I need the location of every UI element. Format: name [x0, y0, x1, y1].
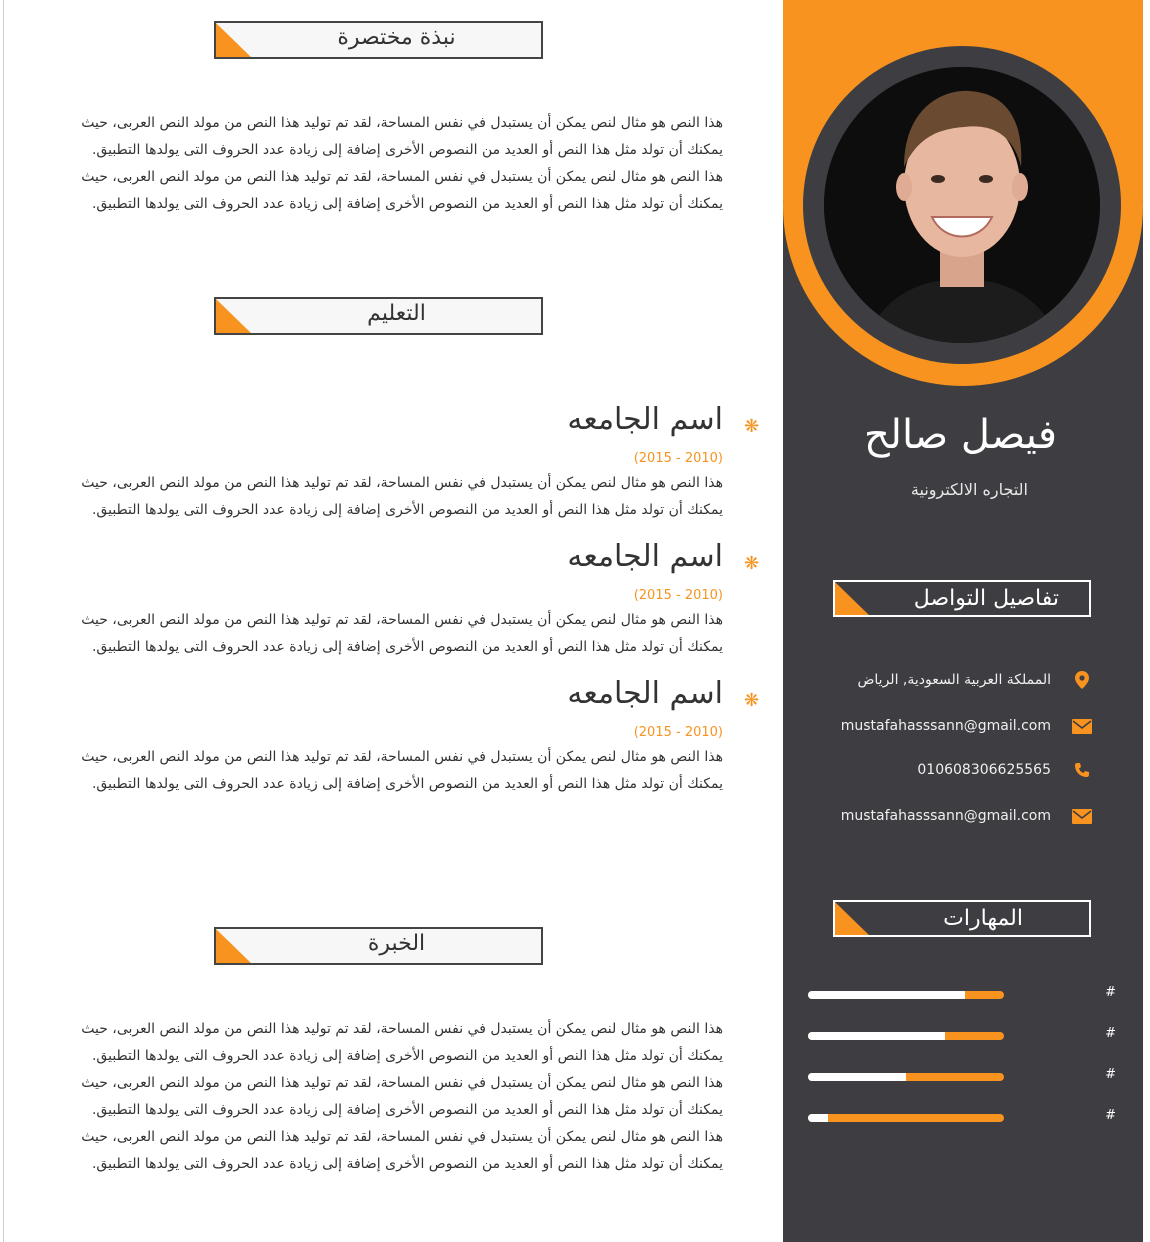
skill-track — [808, 1114, 1004, 1122]
skill-bar-1 — [808, 985, 1143, 1005]
experience-line: هذا النص هو مثال لنص يمكن أن يستبدل في نفس المساحة، لقد تم توليد هذا النص من مولد النص العربى، حيث — [81, 1021, 723, 1037]
education-item-text — [43, 470, 723, 524]
skill-fill — [808, 991, 965, 999]
contact-email-2[interactable] — [841, 804, 1093, 828]
envelope-icon — [1071, 715, 1093, 737]
skill-track — [808, 1073, 1004, 1081]
contact-location-text: المملكة العربية السعودية, الرياض — [857, 672, 1051, 688]
bullet-star-icon: ❋ — [744, 690, 760, 711]
skill-track — [808, 991, 1004, 999]
skill-track — [808, 1032, 1004, 1040]
skill-bar-4 — [808, 1108, 1143, 1128]
skill-label: # — [1105, 1026, 1116, 1041]
education-item-title: اسم الجامعه — [567, 676, 723, 711]
contact-heading — [833, 580, 1091, 617]
experience-line: يمكنك أن تولد مثل هذا النص أو العديد من النصوص الأخرى إضافة إلى زيادة عدد الحروف التى يولدها التطبيق. — [91, 1048, 723, 1064]
contact-location — [857, 668, 1093, 692]
skill-label: # — [1105, 1108, 1116, 1123]
education-item-date: (2015 - 2010) — [633, 725, 723, 740]
skill-label: # — [1105, 1067, 1116, 1082]
education-heading-label: التعليم — [367, 301, 426, 326]
summary-line: يمكنك أن تولد مثل هذا النص أو العديد من النصوص الأخرى إضافة إلى زيادة عدد الحروف التى يولدها التطبيق. — [91, 142, 723, 158]
skill-bar-3 — [808, 1067, 1143, 1087]
experience-line: هذا النص هو مثال لنص يمكن أن يستبدل في نفس المساحة، لقد تم توليد هذا النص من مولد النص العربى، حيث — [81, 1075, 723, 1091]
skill-bar-2 — [808, 1026, 1143, 1046]
sidebar — [783, 0, 1143, 1242]
contact-email-1-text[interactable]: mustafahasssann@gmail.com — [840, 718, 1051, 734]
skills-heading-label: المهارات — [943, 906, 1023, 931]
education-line: هذا النص هو مثال لنص يمكن أن يستبدل في نفس المساحة، لقد تم توليد هذا النص من مولد النص العربى، حيث — [81, 475, 723, 491]
contact-email-2-text[interactable]: mustafahasssann@gmail.com — [840, 808, 1051, 824]
phone-icon — [1071, 759, 1093, 781]
heading-accent-triangle — [216, 929, 253, 965]
experience-line: هذا النص هو مثال لنص يمكن أن يستبدل في نفس المساحة، لقد تم توليد هذا النص من مولد النص العربى، حيث — [81, 1129, 723, 1145]
education-item-date: (2015 - 2010) — [633, 451, 723, 466]
contact-phone-text[interactable]: 010608306625565 — [917, 762, 1051, 778]
envelope-icon — [1071, 805, 1093, 827]
contact-heading-label: تفاصيل التواصل — [913, 586, 1059, 611]
summary-text — [43, 110, 723, 218]
experience-heading-label: الخبرة — [367, 931, 426, 956]
summary-line: يمكنك أن تولد مثل هذا النص أو العديد من النصوص الأخرى إضافة إلى زيادة عدد الحروف التى يولدها التطبيق. — [91, 196, 723, 212]
summary-line: هذا النص هو مثال لنص يمكن أن يستبدل في نفس المساحة، لقد تم توليد هذا النص من مولد النص العربى، حيث — [81, 169, 723, 185]
education-line: يمكنك أن تولد مثل هذا النص أو العديد من النصوص الأخرى إضافة إلى زيادة عدد الحروف التى يولدها التطبيق. — [91, 639, 723, 655]
skill-label: # — [1105, 985, 1116, 1000]
summary-heading — [214, 21, 543, 59]
bullet-star-icon: ❋ — [744, 416, 760, 437]
skill-fill — [808, 1032, 945, 1040]
skill-fill — [808, 1114, 828, 1122]
heading-accent-triangle — [835, 902, 871, 937]
summary-line: هذا النص هو مثال لنص يمكن أن يستبدل في نفس المساحة، لقد تم توليد هذا النص من مولد النص العربى، حيث — [81, 115, 723, 131]
profile-name: فيصل صالح — [863, 412, 1057, 458]
contact-phone[interactable] — [917, 758, 1093, 782]
education-item-title: اسم الجامعه — [567, 539, 723, 574]
education-line: يمكنك أن تولد مثل هذا النص أو العديد من النصوص الأخرى إضافة إلى زيادة عدد الحروف التى يولدها التطبيق. — [91, 502, 723, 518]
location-pin-icon — [1071, 669, 1093, 691]
experience-text — [43, 1016, 723, 1178]
education-heading — [214, 297, 543, 335]
bullet-star-icon: ❋ — [744, 553, 760, 574]
experience-line: يمكنك أن تولد مثل هذا النص أو العديد من النصوص الأخرى إضافة إلى زيادة عدد الحروف التى يولدها التطبيق. — [91, 1156, 723, 1172]
profile-photo — [824, 67, 1100, 343]
skill-fill — [808, 1073, 906, 1081]
profile-job-title: التجاره الالكترونية — [910, 480, 1028, 499]
education-item-text — [43, 607, 723, 661]
education-item-date: (2015 - 2010) — [633, 588, 723, 603]
education-line: هذا النص هو مثال لنص يمكن أن يستبدل في نفس المساحة، لقد تم توليد هذا النص من مولد النص العربى، حيث — [81, 749, 723, 765]
education-line: يمكنك أن تولد مثل هذا النص أو العديد من النصوص الأخرى إضافة إلى زيادة عدد الحروف التى يولدها التطبيق. — [91, 776, 723, 792]
experience-line: يمكنك أن تولد مثل هذا النص أو العديد من النصوص الأخرى إضافة إلى زيادة عدد الحروف التى يولدها التطبيق. — [91, 1102, 723, 1118]
education-item-text — [43, 744, 723, 798]
heading-accent-triangle — [835, 582, 871, 617]
heading-accent-triangle — [216, 299, 253, 335]
contact-email-1[interactable] — [841, 714, 1093, 738]
experience-heading — [214, 927, 543, 965]
skills-heading — [833, 900, 1091, 937]
education-item-title: اسم الجامعه — [567, 402, 723, 437]
education-line: هذا النص هو مثال لنص يمكن أن يستبدل في نفس المساحة، لقد تم توليد هذا النص من مولد النص العربى، حيث — [81, 612, 723, 628]
heading-accent-triangle — [216, 23, 253, 59]
summary-heading-label: نبذة مختصرة — [337, 25, 456, 50]
